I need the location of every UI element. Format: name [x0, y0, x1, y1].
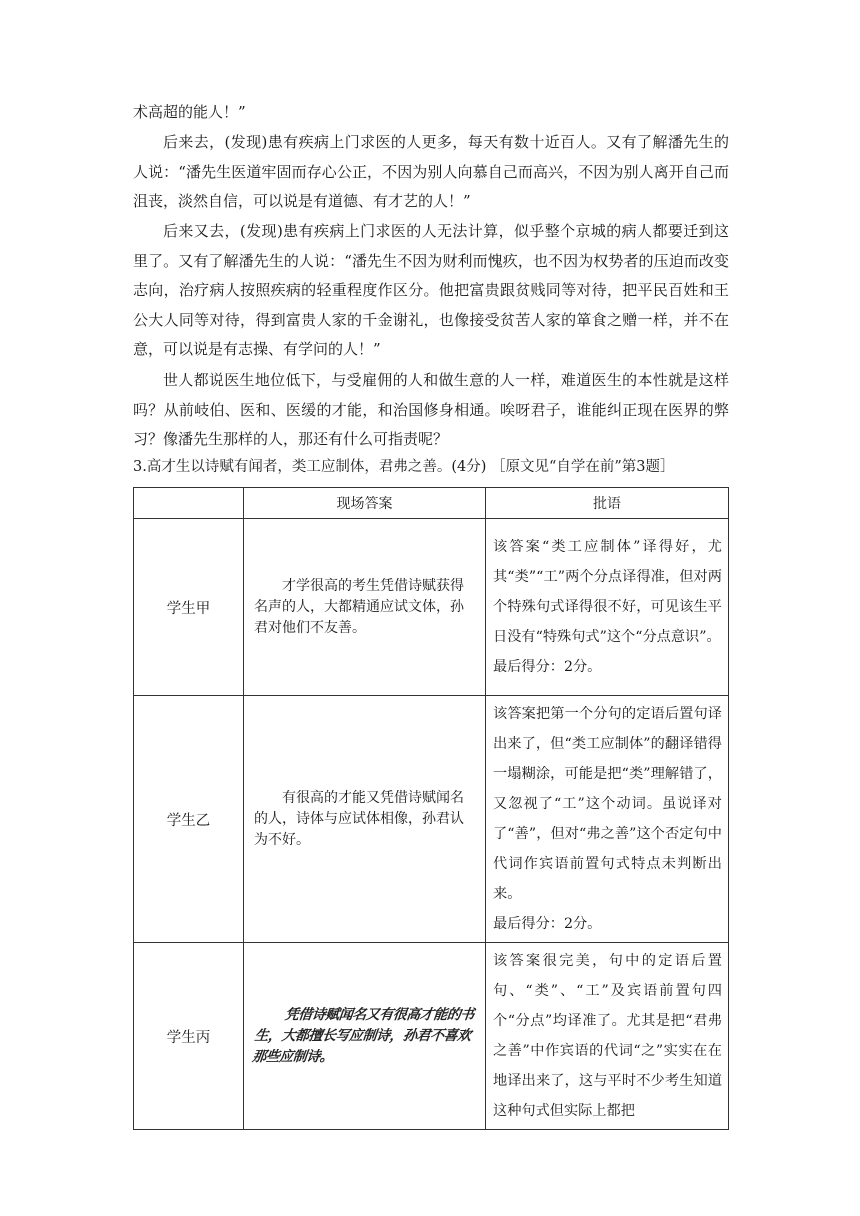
comment-text: 该答案把第一个分句的定语后置句译出来了，但“类工应制体”的翻译错得一塌糊涂，可能是把“类”理解错了，又忽视了“工”这个动词。虽说译对了“善”，但对“弗之善”这个否定句中代词作宾语前置句式特点未判断出来。: [493, 706, 722, 902]
student-name: 学生甲: [134, 519, 244, 696]
table-row-student-b: [134, 696, 729, 943]
paragraph-2: 后来去，(发现)患有疾病上门求医的人更多，每天有数十近百人。又有了解潘先生的人说：“潘先生医道牢固而存心公正，不因为别人向慕自己而高兴，不因为别人离开自己而沮丧，淡然自信，可以说是有道德、有才艺的人！”: [133, 133, 729, 210]
student-name: 学生乙: [134, 696, 244, 943]
table-row-student-c: [134, 943, 729, 1130]
question-heading: 3.高才生以诗赋有闻者，类工应制体，君弗之善。(4分) ［原文见“自学在前”第3题］: [133, 459, 675, 475]
comment-text: 该答案“类工应制体”译得好，尤其“类”“工”两个分点译得准，但对两个特殊句式译得很不好，可见该生平日没有“特殊句式”这个“分点意识”。: [493, 539, 722, 645]
handwritten-answer: 凭借诗赋闻名又有很高才能的书生，大都擅长写应制诗，孙君不喜欢那些应制诗。: [234, 943, 496, 1130]
header-empty: [134, 488, 244, 519]
teacher-comment: [486, 943, 729, 1130]
student-answer: 才学很高的考生凭借诗赋获得名声的人，大都精通应试文体，孙君对他们不友善。: [244, 519, 486, 696]
score-text: 最后得分：2分。: [493, 916, 602, 932]
table-row-student-a: [134, 519, 729, 696]
score-text: 最后得分：2分。: [493, 659, 602, 675]
paragraph-continuation: 术高超的能人！”: [133, 103, 246, 121]
paragraph-4: 世人都说医生地位低下，与受雇佣的人和做生意的人一样，难道医生的本性就是这样吗？从前岐伯、医和、医缓的才能，和治国修身相通。唉呀君子，谁能纠正现在医界的弊习？像潘先生那样的人，那还有什么可指责呢？: [133, 371, 729, 448]
teacher-comment: [486, 519, 729, 696]
comment-text: 该答案很完美，句中的定语后置句、“类”、“工”及宾语前置句四个“分点”均译准了。尤其是把“君弗之善”中作宾语的代词“之”实实在在地译出来了，这与平时不少考生知道这种句式但实际上都把: [493, 953, 722, 1119]
student-answer: 有很高的才能又凭借诗赋闻名的人，诗体与应试体相像，孙君认为不好。: [244, 696, 486, 943]
header-answer: 现场答案: [244, 488, 486, 519]
answer-table: [133, 487, 729, 1130]
table-header-row: [134, 488, 729, 519]
header-comment: 批语: [486, 488, 729, 519]
teacher-comment: [486, 696, 729, 943]
paragraph-3: 后来又去，(发现)患有疾病上门求医的人无法计算，似乎整个京城的病人都要迁到这里了。又有了解潘先生的人说：“潘先生不因为财利而愧疚，也不因为权势者的压迫而改变志向，治疗病人按照疾病的轻重程度作区分。他把富贵跟贫贱同等对待，把平民百姓和王公大人同等对待，得到富贵人家的千金谢礼，也像接受贫苦人家的箪食之赠一样，并不在意，可以说是有志操、有学问的人！”: [133, 222, 729, 358]
student-name: 学生丙: [134, 943, 244, 1130]
